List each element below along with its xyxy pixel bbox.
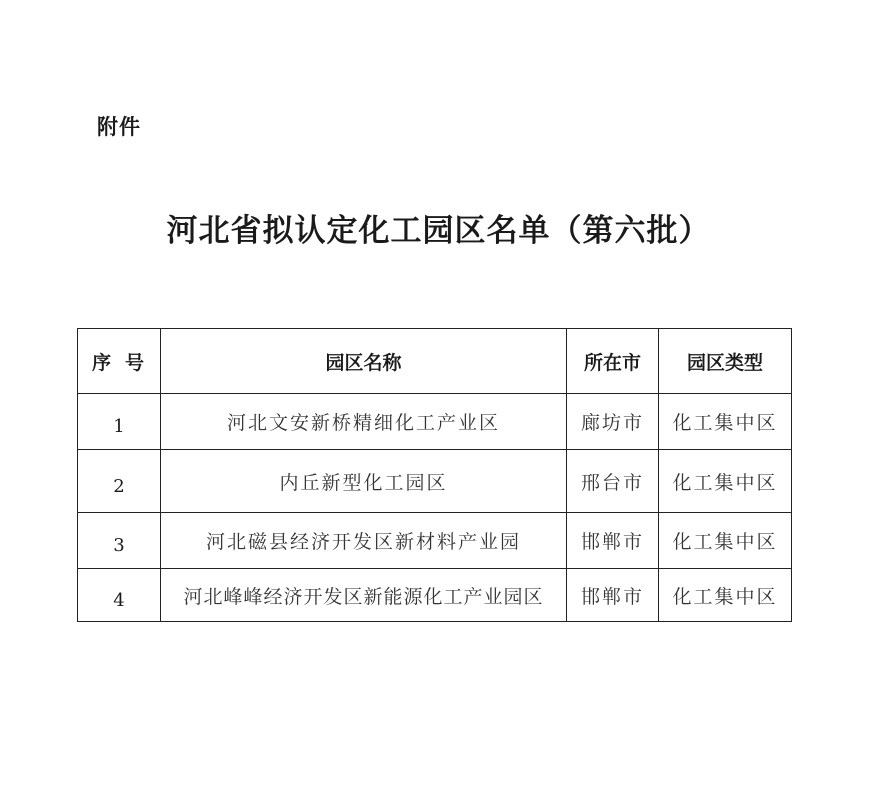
header-serial-number: 序号 bbox=[78, 329, 161, 394]
row-park-name: 河北文安新桥精细化工产业区 bbox=[161, 394, 567, 450]
table-row bbox=[78, 394, 792, 450]
attachment-label: 附件 bbox=[97, 115, 141, 139]
row-serial-number: 2 bbox=[78, 450, 161, 513]
row-park-name: 内丘新型化工园区 bbox=[161, 450, 567, 513]
row-city: 邢台市 bbox=[567, 450, 659, 513]
row-park-name: 河北峰峰经济开发区新能源化工产业园区 bbox=[161, 569, 567, 622]
table-row bbox=[78, 450, 792, 513]
row-serial-number: 1 bbox=[78, 394, 161, 450]
table-row bbox=[78, 513, 792, 569]
row-city: 廊坊市 bbox=[567, 394, 659, 450]
row-park-type: 化工集中区 bbox=[659, 450, 792, 513]
chemical-park-table bbox=[77, 328, 792, 622]
row-park-type: 化工集中区 bbox=[659, 394, 792, 450]
header-park-name: 园区名称 bbox=[161, 329, 567, 394]
row-city: 邯郸市 bbox=[567, 569, 659, 622]
row-park-type: 化工集中区 bbox=[659, 513, 792, 569]
document-title: 河北省拟认定化工园区名单（第六批） bbox=[166, 213, 711, 249]
row-serial-number: 3 bbox=[78, 513, 161, 569]
row-park-type: 化工集中区 bbox=[659, 569, 792, 622]
table-row bbox=[78, 569, 792, 622]
header-park-type: 园区类型 bbox=[659, 329, 792, 394]
row-serial-number: 4 bbox=[78, 569, 161, 622]
row-city: 邯郸市 bbox=[567, 513, 659, 569]
row-park-name: 河北磁县经济开发区新材料产业园 bbox=[161, 513, 567, 569]
table-header-row bbox=[78, 329, 792, 394]
header-city: 所在市 bbox=[567, 329, 659, 394]
